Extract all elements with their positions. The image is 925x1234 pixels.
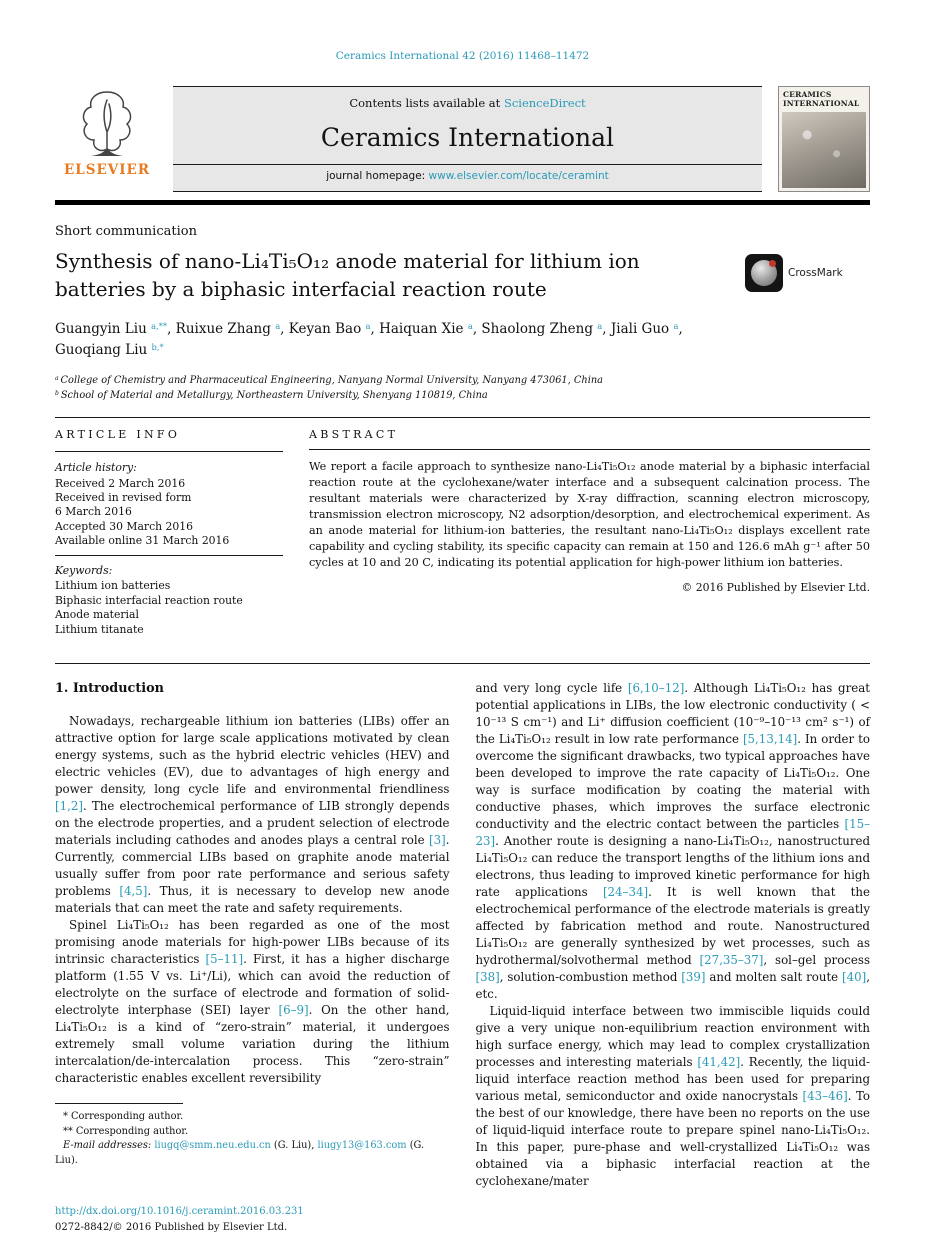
citation-ref[interactable]: [5,13,14] — [742, 732, 798, 747]
affiliation — [55, 373, 870, 388]
text-segment: College of Chemistry and Pharmaceutical Engineering, Nanyang Normal University, Nanyang 473061, China — [60, 375, 603, 387]
homepage-prefix: journal homepage: — [326, 170, 429, 182]
text-segment: , solution-combustion method — [499, 970, 682, 985]
citation-ref[interactable]: [24–34] — [602, 885, 649, 900]
citation-ref[interactable]: [39] — [681, 970, 706, 985]
history-line: Received in revised form — [55, 491, 192, 505]
citation-ref[interactable]: [27,35–37] — [699, 953, 764, 968]
section-heading: 1. Introduction — [55, 681, 164, 697]
citation-ref[interactable]: [6–9] — [278, 1003, 309, 1018]
text-segment: (G. Liu), — [270, 1140, 318, 1152]
journal-title: Ceramics International — [320, 123, 615, 152]
author-line — [55, 319, 870, 340]
email-addresses — [55, 1139, 450, 1168]
text-segment: . Currently, commercial LIBs based on graphite anode material usually suffer from poor rate performance and serious safety problems — [55, 833, 450, 899]
text-segment: School of Material and Metallurgy, Northeastern University, Shenyang 110819, China — [60, 390, 488, 402]
contents-prefix: Contents lists available at — [349, 96, 504, 110]
crossmark-badge[interactable] — [745, 254, 857, 292]
body-paragraph — [476, 1003, 871, 1190]
divider — [55, 451, 283, 452]
text-segment: , Shaolong Zheng — [472, 321, 598, 338]
email-link[interactable]: liugy13@163.com — [317, 1140, 407, 1152]
journal-cover-thumbnail[interactable] — [778, 86, 870, 192]
text-segment: , Keyan Bao — [280, 321, 366, 338]
contents-line — [173, 87, 762, 110]
elsevier-tree-icon — [76, 88, 138, 160]
footnotes — [55, 1103, 450, 1169]
page-footer — [55, 1204, 870, 1234]
keyword: Anode material — [55, 608, 139, 622]
divider — [55, 555, 283, 556]
history-line: Received 2 March 2016 — [55, 476, 186, 490]
text-segment: , sol–gel process — [763, 953, 870, 968]
corresponding-author-note: * Corresponding author. — [63, 1111, 184, 1123]
author-affiliation-ref[interactable]: a — [597, 321, 603, 332]
journal-citation-link[interactable]: Ceramics International 42 (2016) 11468–11472 — [335, 50, 590, 62]
text-segment: . In order to overcome the significant drawbacks, two typical approaches have been developed to improve the rate capacity of Li₄Ti₅O₁₂. One way is surface modification by coating the material with conductive phases, which improves the surface electronic conductivity and the electric contact between the particles — [475, 732, 870, 832]
body-column-right — [476, 680, 871, 1190]
footnote-rule — [55, 1103, 183, 1104]
text-segment: . Recently, the liquid-liquid interface reaction method has been used for preparing various metal, semiconductor and oxide nanocrystals — [475, 1055, 870, 1104]
body-paragraph — [55, 917, 450, 1087]
article-info-heading: ARTICLE INFO — [55, 428, 181, 442]
article-info-column — [55, 418, 283, 637]
corresponding-author-note: ** Corresponding author. — [63, 1125, 189, 1137]
text-segment: . To the best of our knowledge, there have been no reports on the use of liquid-liquid interface route to prepare spinel nano-Li₄Ti₅O₁₂. In this paper, pure-phase and well-crystallized Li₄Ti₅O₁₂ was obtained via a biphasic interfacial reaction at the cyclohexane/mater — [475, 1089, 870, 1189]
author-affiliation-ref[interactable]: a — [467, 321, 473, 332]
citation-ref[interactable]: [4,5] — [119, 884, 148, 899]
copyright-line: © 2016 Published by Elsevier Ltd. — [681, 581, 870, 595]
author-affiliation-ref[interactable]: a — [365, 321, 371, 332]
doi-link[interactable]: http://dx.doi.org/10.1016/j.ceramint.2016.03.231 — [55, 1206, 304, 1218]
text-segment: , — [678, 321, 683, 338]
author-affiliation-ref[interactable]: a — [673, 321, 679, 332]
text-segment: b — [55, 390, 61, 398]
keywords-label: Keywords: — [55, 563, 113, 577]
body-paragraph — [55, 713, 450, 917]
divider — [309, 449, 870, 450]
email-link[interactable]: liugq@smm.neu.edu.cn — [154, 1140, 271, 1152]
cover-image — [782, 112, 866, 188]
body-paragraph — [476, 680, 871, 1003]
citation-ref[interactable]: [6,10–12] — [627, 681, 685, 696]
elsevier-logo[interactable] — [55, 86, 159, 192]
affiliation — [55, 388, 870, 403]
citation-ref[interactable]: [41,42] — [697, 1055, 741, 1070]
text-segment: Guangyin Liu — [55, 321, 152, 338]
keyword: Lithium ion batteries — [55, 579, 171, 593]
issn-copyright-line: 0272-8842/© 2016 Published by Elsevier Ltd. — [55, 1222, 288, 1234]
keyword: Lithium titanate — [55, 622, 144, 636]
text-segment: . Thus, it is necessary to develop new anode materials that can meet the rate and safety requirements. — [55, 884, 450, 916]
sciencedirect-link[interactable]: ScienceDirect — [503, 96, 586, 110]
text-segment: . First, it has a higher discharge platform (1.55 V vs. Li⁺/Li), which can avoid the reduction of electrolyte on the surface of electrode and formation of solid-electrolyte interphase (SEI) layer — [55, 952, 450, 1018]
text-segment: , etc. — [475, 970, 870, 1002]
header-divider-bar — [55, 200, 870, 205]
crossmark-icon — [745, 254, 783, 292]
text-segment: . Although Li₄Ti₅O₁₂ has great potential applications in LIBs, the low electronic conductivity ( < 10⁻¹³ S cm⁻¹) and Li⁺ diffusion coefficient (10⁻⁹–10⁻¹³ cm² s⁻¹) of the Li₄Ti₅O₁₂ result in low rate performance — [475, 681, 870, 747]
author-list — [55, 319, 870, 361]
history-line: Accepted 30 March 2016 — [55, 519, 193, 533]
citation-ref[interactable]: [38] — [475, 970, 500, 985]
citation-ref[interactable]: [5–11] — [205, 952, 244, 967]
text-segment: . The electrochemical performance of LIB strongly depends on the electrode properties, and a prudent selection of electrode materials including cathodes and anodes plays a central role — [55, 799, 450, 848]
journal-header — [55, 86, 870, 192]
abstract-column — [309, 418, 870, 637]
author-line — [55, 340, 870, 361]
crossmark-label: CrossMark — [788, 267, 843, 279]
text-segment: , Haiquan Xie — [370, 321, 468, 338]
elsevier-wordmark: ELSEVIER — [63, 162, 151, 178]
text-segment: Nowadays, rechargeable lithium ion batteries (LIBs) offer an attractive option for large scale applications motivated by clean energy systems, such as the hybrid electric vehicles (HEV) and electric vehicles (EV), due to advantages of high energy and power density, long cycle life and environmental friendliness — [55, 714, 450, 797]
history-line: Available online 31 March 2016 — [55, 534, 230, 548]
divider — [55, 663, 870, 664]
abstract-heading: ABSTRACT — [309, 428, 399, 442]
body-column-left — [55, 680, 450, 1190]
text-segment: (G. Liu). — [55, 1140, 425, 1167]
article-title: Synthesis of nano-Li₄Ti₅O₁₂ anode material for lithium ion batteries by a biphasic interfacial reaction route — [55, 249, 640, 301]
citation-ref[interactable]: [40] — [842, 970, 867, 985]
text-segment: . On the other hand, Li₄Ti₅O₁₂ is a kind of “zero-strain” material, it undergoes extremely small volume variation during the lithium intercalation/de-intercalation process. This “zero-strain” characteristic enables excellent reversibility — [55, 1003, 450, 1086]
text-segment: and very long cycle life — [475, 681, 628, 696]
affiliations — [55, 373, 870, 403]
text-segment: . Another route is designing a nano-Li₄Ti₅O₁₂, nanostructured Li₄Ti₅O₁₂ can reduce the transport lengths of the lithium ions and electrons, thus leading to improved kinetic performance for high rate applications — [475, 834, 870, 900]
history-line: 6 March 2016 — [55, 505, 132, 519]
text-segment: , Jiali Guo — [602, 321, 674, 338]
author-affiliation-ref[interactable]: a — [275, 321, 281, 332]
article-type: Short communication — [55, 224, 197, 239]
text-segment: Guoqiang Liu — [55, 342, 152, 359]
citation-ref[interactable]: [43–46] — [802, 1089, 848, 1104]
journal-banner — [173, 86, 762, 192]
citation-ref[interactable]: [1,2] — [55, 799, 83, 814]
abstract-text: We report a facile approach to synthesize nano-Li₄Ti₅O₁₂ anode material by a biphasic interfacial reaction route at the cyclohexane/water interface and a subsequent calcination process. The resultant materials were characterized by X-ray diffraction, scanning electron microscopy, transmission electron microscopy, N2 adsorption/desorption, and electrochemical experiment. As an anode material for lithium-ion batteries, the resultant nano-Li₄Ti₅O₁₂ displays excellent rate capability and cycling stability, its specific capacity can remain at 150 and 126.6 mAh g⁻¹ after 50 cycles at 10 and 20 C, indicating its potential application for high-power lithium ion batteries. — [309, 460, 870, 570]
cover-title: CERAMICS INTERNATIONAL — [783, 90, 860, 108]
homepage-line — [173, 164, 762, 188]
text-segment: and molten salt route — [705, 970, 843, 985]
author-affiliation-ref[interactable]: b,* — [151, 342, 164, 353]
citation-ref[interactable]: [15–23] — [475, 817, 870, 849]
text-segment: E-mail addresses: — [63, 1140, 155, 1152]
citation-ref[interactable]: [3] — [429, 833, 446, 848]
history-label: Article history: — [55, 461, 137, 475]
keyword: Biphasic interfacial reaction route — [55, 593, 243, 607]
journal-homepage-link[interactable]: www.elsevier.com/locate/ceramint — [428, 170, 609, 182]
text-segment: a — [55, 375, 61, 383]
text-segment: Liquid-liquid interface between two immiscible liquids could give a very unique non-equilibrium reaction environment with high surface energy, which may lead to complex crystallization processes and interesting materials — [475, 1004, 870, 1070]
author-affiliation-ref[interactable]: a,** — [151, 321, 168, 332]
text-segment: , Ruixue Zhang — [167, 321, 276, 338]
text-segment: . It is well known that the electrochemical performance of the electrode materials is greatly affected by fabrication method and route. Nanostructured Li₄Ti₅O₁₂ are generally synthesized by wet processes, such as hydrothermal/solvothermal method — [475, 885, 871, 968]
text-segment: Spinel Li₄Ti₅O₁₂ has been regarded as one of the most promising anode materials for high-power LIBs because of its intrinsic characteristics — [55, 918, 450, 967]
